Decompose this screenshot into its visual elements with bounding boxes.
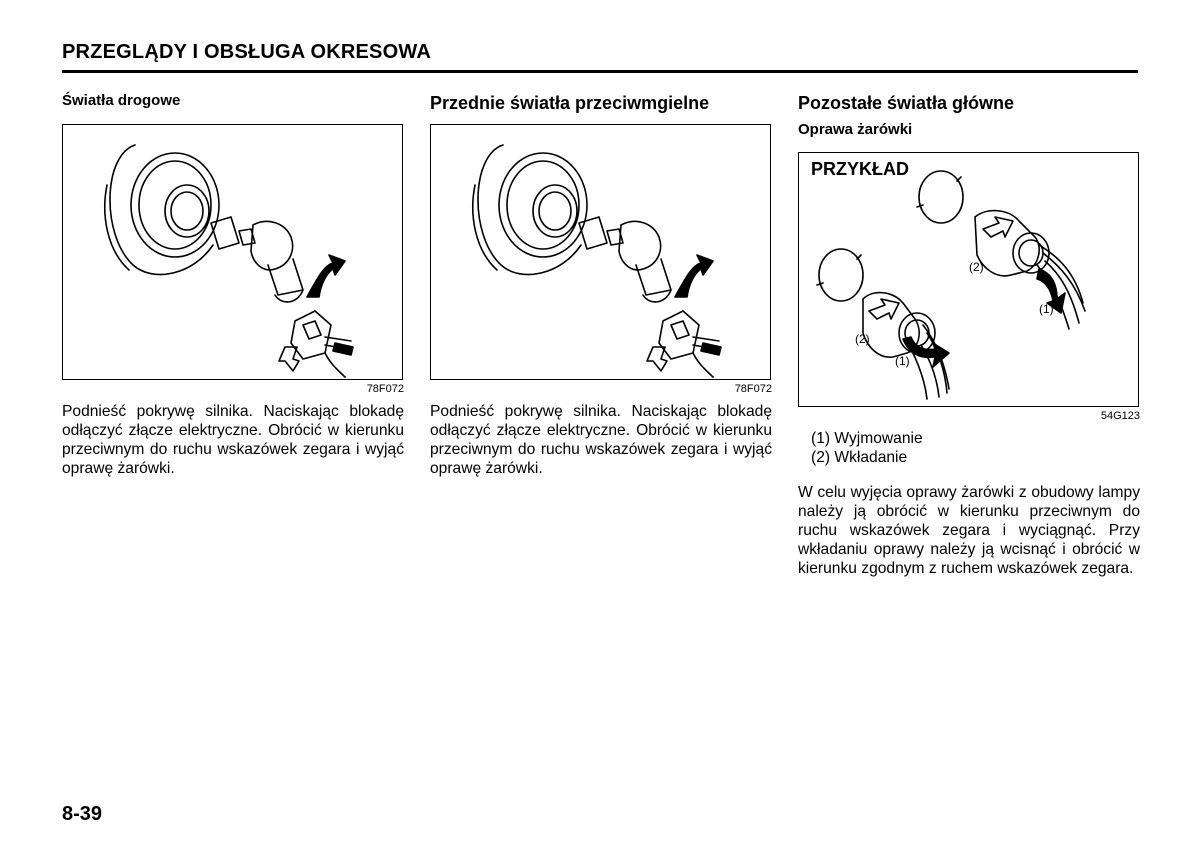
- column-fog-lights: [430, 92, 772, 478]
- callout-2-lower: (2): [855, 332, 870, 346]
- column-other-headlights: [798, 92, 1140, 578]
- figure-code: 78F072: [366, 383, 404, 395]
- instruction-text: Podnieść pokrywę silnika. Naciskając blokadę odłączyć złącze elektryczne. Obrócić w kierunku przeciwnym do ruchu wskazówek zegara i wyjąć oprawę żarówki.: [430, 403, 772, 477]
- header-rule: [62, 70, 1138, 73]
- callout-1-lower: (1): [895, 354, 910, 368]
- section-heading-other-headlights: Pozostałe światła główne: [798, 93, 1015, 113]
- example-label: PRZYKŁAD: [811, 159, 909, 179]
- page-number: 8-39: [62, 803, 103, 825]
- section-subheading-bulb-socket: Oprawa żarówki: [798, 121, 913, 138]
- legend-installation: (2) Wkładanie: [811, 449, 908, 466]
- figure-bulb-socket: [798, 152, 1139, 407]
- figure-code: 78F072: [734, 383, 772, 395]
- section-heading-high-beam: Światła drogowe: [62, 92, 181, 109]
- bulb-socket-illustration: [799, 153, 1137, 405]
- instruction-text: Podnieść pokrywę silnika. Naciskając blokadę odłączyć złącze elektryczne. Obrócić w kierunku przeciwnym do ruchu wskazówek zegara i wyjąć oprawę żarówki.: [62, 403, 404, 477]
- column-high-beam: [62, 92, 404, 478]
- legend-removal: (1) Wyjmowanie: [811, 430, 923, 447]
- figure-fog-lights: [430, 124, 771, 380]
- figure-code: 54G123: [1100, 410, 1140, 422]
- instruction-text: W celu wyjęcia oprawy żarówki z obudowy lampy należy ją obrócić w kierunku przeciwnym do ruchu wskazówek zegara i wyciągnąć. Przy wkładaniu oprawy należy ją wcisnąć i obrócić w kierunku zgodnym z ruchem wskazówek zegara.: [798, 484, 1140, 577]
- section-heading-fog-lights: Przednie światła przeciwmgielne: [430, 93, 710, 113]
- figure-high-beam: [62, 124, 403, 380]
- callout-1-upper: (1): [1039, 302, 1054, 316]
- headlamp-bulb-illustration: [63, 125, 401, 378]
- fog-lamp-bulb-illustration: [431, 125, 769, 378]
- callout-2-upper: (2): [969, 260, 984, 274]
- page-header-title: PRZEGLĄDY I OBSŁUGA OKRESOWA: [62, 41, 431, 63]
